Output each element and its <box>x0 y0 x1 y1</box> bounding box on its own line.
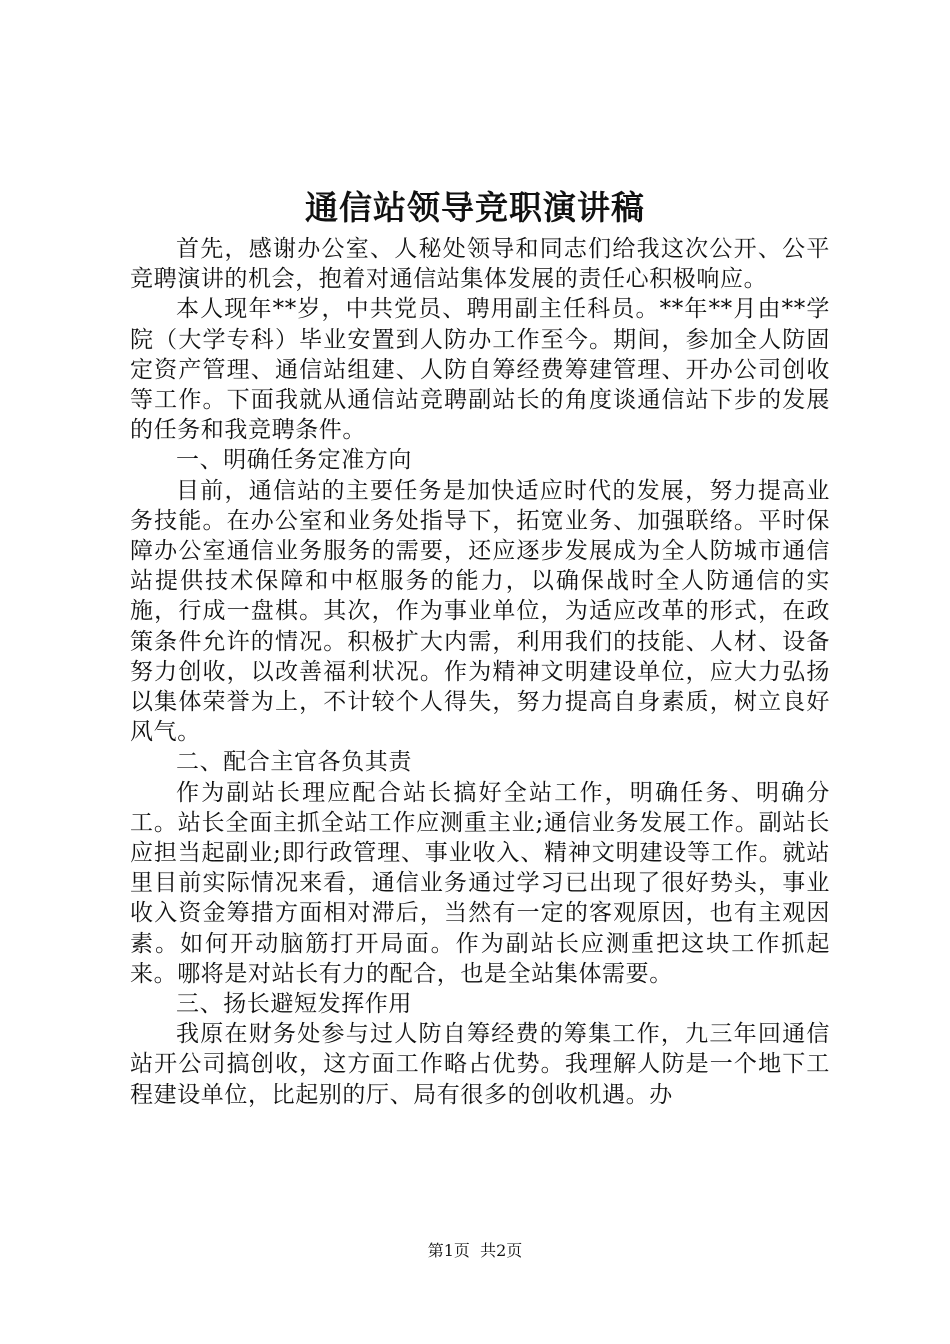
paragraph-section-1: 目前，通信站的主要任务是加快适应时代的发展，努力提高业务技能。在办公室和业务处指导下，拓宽业务、加强联络。平时保障办公室通信业务服务的需要，还应逐步发展成为全人防城市通信站提供技术保障和中枢服务的能力，以确保战时全人防通信的实施，行成一盘棋。其次，作为事业单位，为适应改革的形式，在政策条件允许的情况。积极扩大内需，利用我们的技能、人材、设备努力创收，以改善福利状况。作为精神文明建设单位，应大力弘扬以集体荣誉为上，不计较个人得失，努力提高自身素质，树立良好风气。 <box>130 477 830 746</box>
document-title: 通信站领导竞职演讲稿 <box>305 188 645 227</box>
document-body <box>130 234 830 1110</box>
section-heading-1: 一、明确任务定准方向 <box>176 447 412 474</box>
paragraph-section-3: 我原在财务处参与过人防自筹经费的筹集工作，九三年回通信站开公司搞创收，这方面工作略占优势。我理解人防是一个地下工程建设单位，比起别的厅、局有很多的创收机遇。办 <box>130 1021 830 1108</box>
section-heading-3: 三、扬长避短发挥作用 <box>176 991 412 1018</box>
paragraph-section-2: 作为副站长理应配合站长搞好全站工作，明确任务、明确分工。站长全面主抓全站工作应测重主业;通信业务发展工作。副站长应担当起副业;即行政管理、事业收入、精神文明建设等工作。就站里目前实际情况来看，通信业务通过学习已出现了很好势头，事业收入资金筹措方面相对滞后，当然有一定的客观原因，也有主观因素。如何开动脑筋打开局面。作为副站长应测重把这块工作抓起来。哪将是对站长有力的配合，也是全站集体需要。 <box>130 779 830 987</box>
paragraph-intro: 首先，感谢办公室、人秘处领导和同志们给我这次公开、公平竞聘演讲的机会，抱着对通信站集体发展的责任心积极响应。 <box>130 236 830 293</box>
page-footer: 第1页 共2页 <box>427 1241 523 1260</box>
section-heading-2: 二、配合主官各负其责 <box>176 749 412 776</box>
paragraph-self-introduction: 本人现年**岁，中共党员、聘用副主任科员。**年**月由**学院（大学专科）毕业安置到人防办工作至今。期间，参加全人防固定资产管理、通信站组建、人防自筹经费筹建管理、开办公司创收等工作。下面我就从通信站竞聘副站长的角度谈通信站下步的发展的任务和我竞聘条件。 <box>130 296 830 444</box>
